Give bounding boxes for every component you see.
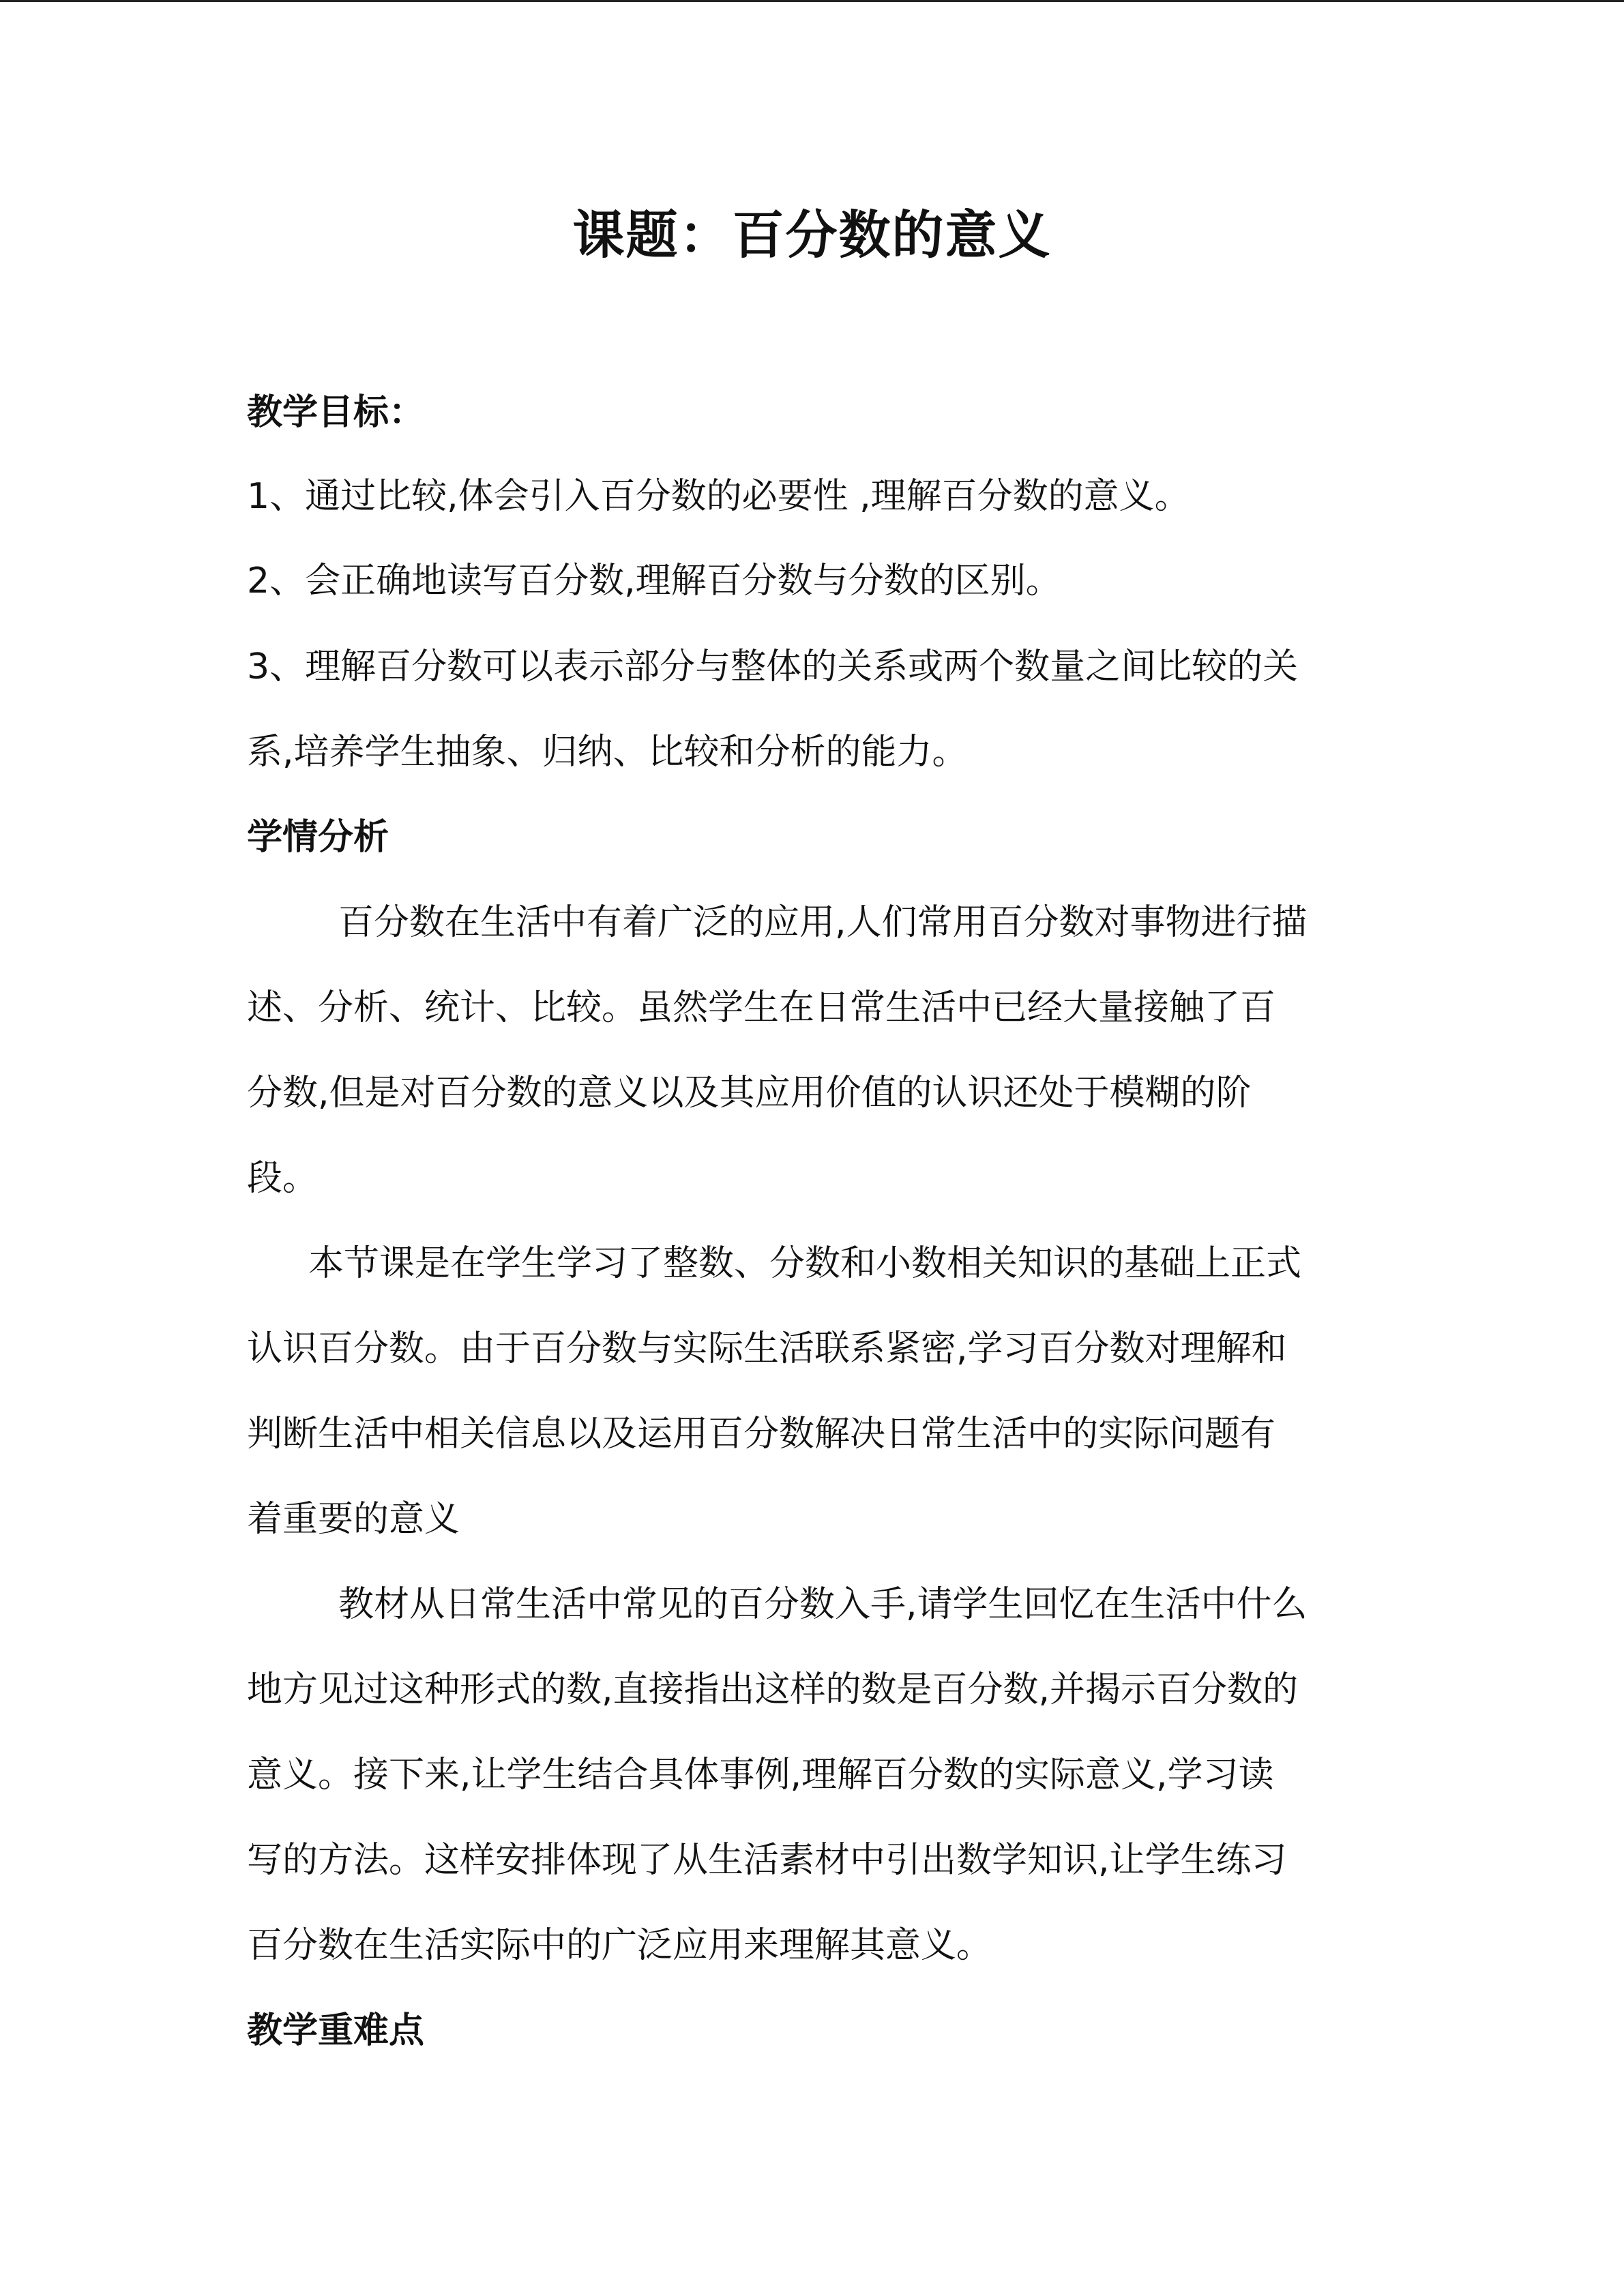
- analysis-para3-line1: 教材从日常生活中常见的百分数入手,请学生回忆在生活中什么: [338, 1584, 1308, 1625]
- analysis-para3-line3: 意义。接下来,让学生结合具体事例,理解百分数的实际意义,学习读: [247, 1755, 1274, 1795]
- analysis-para2-line2: 认识百分数。由于百分数与实际生活联系紧密,学习百分数对理解和: [247, 1328, 1287, 1369]
- objective-item-3-continued: 系,培养学生抽象、归纳、比较和分析的能力。: [247, 732, 968, 773]
- analysis-para2-line1: 本节课是在学生学习了整数、分数和小数相关知识的基础上正式: [308, 1243, 1302, 1284]
- objective-item-1: 1、通过比较,体会引入百分数的必要性 ,理解百分数的意义。: [247, 476, 1190, 517]
- analysis-para3-line2: 地方见过这种形式的数,直接指出这样的数是百分数,并揭示百分数的: [247, 1669, 1299, 1710]
- page-title: 课题：百分数的意义: [572, 205, 1052, 265]
- analysis-para1-line2: 述、分析、统计、比较。虽然学生在日常生活中已经大量接触了百: [247, 987, 1276, 1028]
- analysis-para3-line5: 百分数在生活实际中的广泛应用来理解其意义。: [247, 1925, 992, 1966]
- analysis-para3-line4: 写的方法。这样安排体现了从生活素材中引出数学知识,让学生练习: [247, 1840, 1287, 1881]
- analysis-heading: 学情分析: [247, 817, 389, 858]
- objective-item-2: 2、会正确地读写百分数,理解百分数与分数的区别。: [247, 561, 1061, 601]
- analysis-para1-line3: 分数,但是对百分数的意义以及其应用价值的认识还处于模糊的阶: [247, 1073, 1252, 1114]
- analysis-para1-line1: 百分数在生活中有着广泛的应用,人们常用百分数对事物进行描: [338, 902, 1308, 943]
- objectives-heading: 教学目标：: [247, 392, 425, 433]
- objective-item-3: 3、理解百分数可以表示部分与整体的关系或两个数量之间比较的关: [247, 646, 1299, 687]
- analysis-para2-line4: 着重要的意义: [247, 1499, 460, 1540]
- analysis-para1-line4: 段。: [247, 1158, 319, 1199]
- keypoints-heading: 教学重难点: [247, 2010, 425, 2051]
- analysis-para2-line3: 判断生活中相关信息以及运用百分数解决日常生活中的实际问题有: [247, 1414, 1276, 1455]
